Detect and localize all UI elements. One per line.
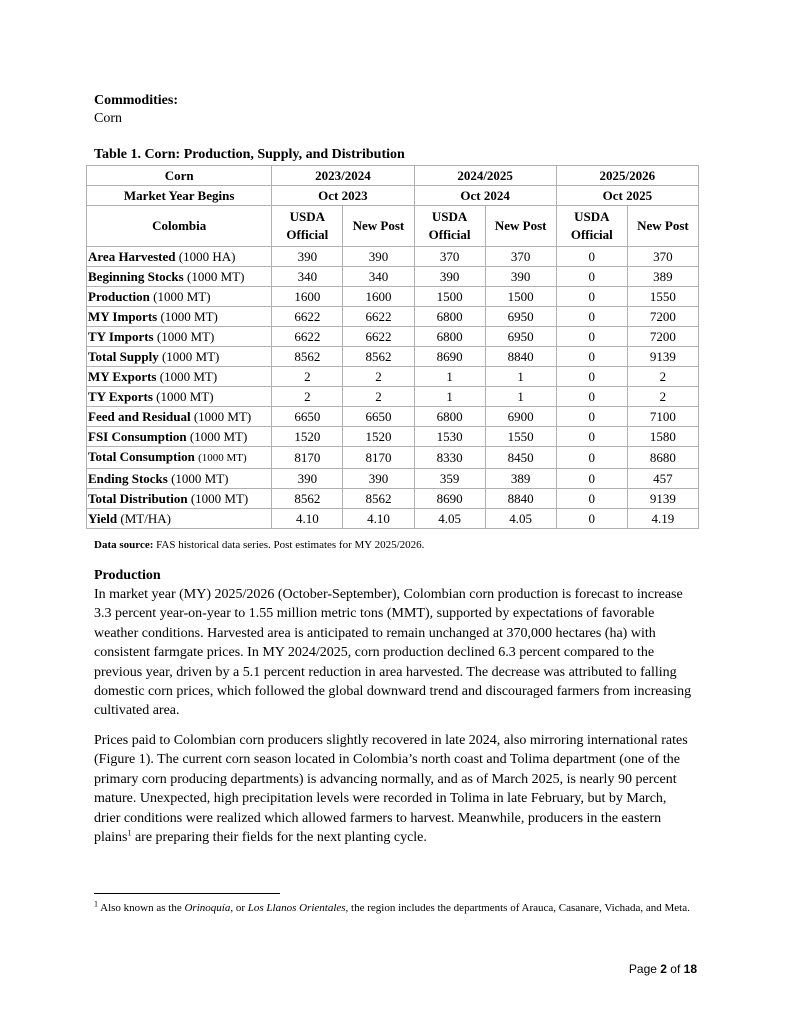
row-label-unit: (1000 MT) [198,452,247,464]
table-row [87,347,699,367]
table-cell: 1500 [414,287,485,307]
table-cell: 6622 [272,307,343,327]
page-total: 18 [683,962,697,976]
row-label-name: MY Imports [88,309,158,324]
table-cell: 2 [272,387,343,407]
table-row [87,307,699,327]
table-cell: 8562 [343,489,414,509]
table-cell: 0 [556,287,627,307]
table-cell: 1530 [414,427,485,447]
footnote-text-c: the region includes the departments of Arauca, Casanare, Vichada, and Meta. [348,902,690,914]
table-cell: 0 [556,447,627,469]
row-label [87,367,272,387]
row-label [87,247,272,267]
header-usda-official: USDA Official [556,206,627,247]
header-country: Colombia [87,206,272,247]
row-label [87,287,272,307]
table-cell: 1 [414,367,485,387]
footnote-text-b: , or [230,902,248,914]
table-cell: 6800 [414,327,485,347]
footnote-divider [94,893,280,894]
row-label [87,267,272,287]
page-current: 2 [660,962,667,976]
table-cell: 389 [485,469,556,489]
header-usda-official: USDA Official [414,206,485,247]
row-label-unit: (1000 MT) [161,349,220,364]
header-begins-3: Oct 2025 [556,186,698,206]
footnote [94,901,694,916]
row-label-name: Ending Stocks [88,471,168,486]
table-cell: 0 [556,407,627,427]
table-cell: 6900 [485,407,556,427]
table-cell: 340 [272,267,343,287]
row-label-unit: (1000 MT) [156,329,215,344]
table-cell: 1580 [627,427,698,447]
table-title: Table 1. Corn: Production, Supply, and Distribution [94,147,405,162]
table-cell: 9139 [627,347,698,367]
commodities-heading: Commodities: [94,93,178,108]
row-label-name: Feed and Residual [88,409,191,424]
table-cell: 2 [627,367,698,387]
row-label-unit: (1000 MT) [189,429,248,444]
header-new-post: New Post [343,206,414,247]
row-label-name: Total Supply [88,349,159,364]
table-row [87,489,699,509]
table-cell: 1600 [272,287,343,307]
table-cell: 1600 [343,287,414,307]
row-label-unit: (1000 HA) [178,249,236,264]
table-cell: 370 [414,247,485,267]
table-cell: 0 [556,509,627,529]
table-cell: 6650 [272,407,343,427]
header-usda-official: USDA Official [272,206,343,247]
row-label [87,447,272,469]
table-cell: 7200 [627,307,698,327]
table-cell: 8562 [343,347,414,367]
table-row [87,247,699,267]
table-cell: 390 [343,469,414,489]
table-cell: 0 [556,427,627,447]
table-cell: 390 [343,247,414,267]
footnote-reference[interactable]: 1 [127,828,132,838]
row-label [87,427,272,447]
table-row [87,427,699,447]
table-cell: 8170 [343,447,414,469]
table-cell: 370 [627,247,698,267]
table-row [87,327,699,347]
table-row [87,407,699,427]
footnote-term-2: Los Llanos Orientales, [247,902,349,914]
row-label-unit: (1000 MT) [159,369,218,384]
data-source-note [94,539,424,551]
row-label-name: FSI Consumption [88,429,187,444]
table-cell: 8450 [485,447,556,469]
table-cell: 2 [627,387,698,407]
table-row [87,509,699,529]
header-new-post: New Post [485,206,556,247]
table-row [87,447,699,469]
table-cell: 390 [272,247,343,267]
row-label [87,509,272,529]
table-cell: 6950 [485,327,556,347]
row-label-name: Yield [88,511,118,526]
table-cell: 390 [272,469,343,489]
table-cell: 390 [485,267,556,287]
table-cell: 0 [556,247,627,267]
table-row [87,367,699,387]
production-paragraph-1: In market year (MY) 2025/2026 (October-September), Colombian corn production is forecast to increase 3.3 percent year-on-year to 1.55 million metric tons (MMT), supported by expectations of favorable weather conditions. Harvested area is anticipated to remain unchanged at 370,000 hectares (ha) with consistent farmgate prices. In MY 2024/2025, corn production declined 6.3 percent compared to the previous year, driven by a 5.1 percent reduction in area harvested. The decrease was attributed to falling domestic corn prices, which followed the global downward trend and discouraged farmers from increasing cultivated area. [94,587,692,719]
table-cell: 6950 [485,307,556,327]
table-cell: 6800 [414,307,485,327]
page-number [629,962,697,976]
table-cell: 4.19 [627,509,698,529]
table-row [87,387,699,407]
table-cell: 0 [556,267,627,287]
table-cell: 0 [556,469,627,489]
row-label-name: Production [88,289,150,304]
table-cell: 6622 [343,327,414,347]
table-cell: 389 [627,267,698,287]
header-begins-2: Oct 2024 [414,186,556,206]
table-cell: 1550 [485,427,556,447]
row-label-name: Total Distribution [88,491,188,506]
row-label [87,327,272,347]
row-label [87,307,272,327]
table-cell: 2 [343,367,414,387]
table-cell: 0 [556,347,627,367]
page-sep: of [666,962,684,976]
row-label-unit: (1000 MT) [156,389,214,404]
table-cell: 4.10 [343,509,414,529]
row-label-unit: (1000 MT) [190,491,249,506]
row-label-name: Beginning Stocks [88,269,184,284]
row-label-name: MY Exports [88,369,157,384]
table-cell: 359 [414,469,485,489]
row-label-name: Total Consumption [88,449,195,464]
table-cell: 1520 [343,427,414,447]
table-cell: 6650 [343,407,414,427]
psd-table [86,165,699,529]
footnote-term-1: Orinoquía [184,902,231,914]
production-paragraph-2 [94,731,694,847]
table-row [87,267,699,287]
row-label-unit: (1000 MT) [171,471,229,486]
table-cell: 8562 [272,347,343,367]
row-label [87,489,272,509]
table-cell: 8330 [414,447,485,469]
table-cell: 2 [343,387,414,407]
row-label [87,407,272,427]
table-cell: 0 [556,307,627,327]
table-cell: 7200 [627,327,698,347]
row-label-unit: (MT/HA) [120,511,171,526]
table-cell: 8840 [485,489,556,509]
row-label-unit: (1000 MT) [153,289,211,304]
table-cell: 4.10 [272,509,343,529]
table-cell: 8840 [485,347,556,367]
table-cell: 370 [485,247,556,267]
table-cell: 0 [556,387,627,407]
row-label-name: TY Imports [88,329,154,344]
row-label [87,469,272,489]
commodity-name: Corn [94,111,122,126]
table-cell: 340 [343,267,414,287]
row-label-unit: (1000 MT) [160,309,218,324]
table-cell: 8690 [414,347,485,367]
table-cell: 8680 [627,447,698,469]
row-label [87,347,272,367]
header-year-3: 2025/2026 [556,166,698,186]
table-cell: 4.05 [485,509,556,529]
table-cell: 6622 [343,307,414,327]
header-year-2: 2024/2025 [414,166,556,186]
table-cell: 6800 [414,407,485,427]
data-source-text: FAS historical data series. Post estimates for MY 2025/2026. [153,539,425,551]
paragraph-2-text-a: Prices paid to Colombian corn producers slightly recovered in late 2024, also mirroring international rates (Figure 1). The current corn season located in Colombia’s north coast and Tolima department (one of the primary corn producing departments) is advancing normally, and as of March 2025, is nearly 90 percent mature. Unexpected, high precipitation levels were recorded in Tolima in late February, but by March, drier conditions were realized which allowed farmers to harvest. Meanwhile, producers in the eastern plains [94,733,688,846]
table-cell: 457 [627,469,698,489]
table-cell: 2 [272,367,343,387]
table-row [87,287,699,307]
table-cell: 0 [556,327,627,347]
psd-table-body [87,247,699,529]
table-cell: 1550 [627,287,698,307]
row-label-name: TY Exports [88,389,153,404]
table-cell: 8690 [414,489,485,509]
table-cell: 1500 [485,287,556,307]
header-corn: Corn [87,166,272,186]
row-label-name: Area Harvested [88,249,176,264]
header-new-post: New Post [627,206,698,247]
page-prefix: Page [628,962,661,976]
header-market-year: Market Year Begins [87,186,272,206]
table-cell: 1 [414,387,485,407]
footnote-marker: 1 [94,899,98,909]
table-cell: 0 [556,489,627,509]
table-cell: 9139 [627,489,698,509]
data-source-label: Data source: [94,539,154,551]
footnote-text-a: Also known as the [98,902,185,914]
table-cell: 4.05 [414,509,485,529]
table-cell: 6622 [272,327,343,347]
header-begins-1: Oct 2023 [272,186,414,206]
header-year-1: 2023/2024 [272,166,414,186]
table-row [87,469,699,489]
table-cell: 8562 [272,489,343,509]
table-cell: 1 [485,367,556,387]
table-cell: 1520 [272,427,343,447]
table-cell: 7100 [627,407,698,427]
table-cell: 8170 [272,447,343,469]
table-cell: 0 [556,367,627,387]
row-label-unit: (1000 MT) [186,269,245,284]
table-cell: 390 [414,267,485,287]
section-title-production: Production [94,568,161,583]
row-label-unit: (1000 MT) [193,409,252,424]
table-cell: 1 [485,387,556,407]
paragraph-2-text-b: are preparing their fields for the next planting cycle. [131,830,427,846]
row-label [87,387,272,407]
